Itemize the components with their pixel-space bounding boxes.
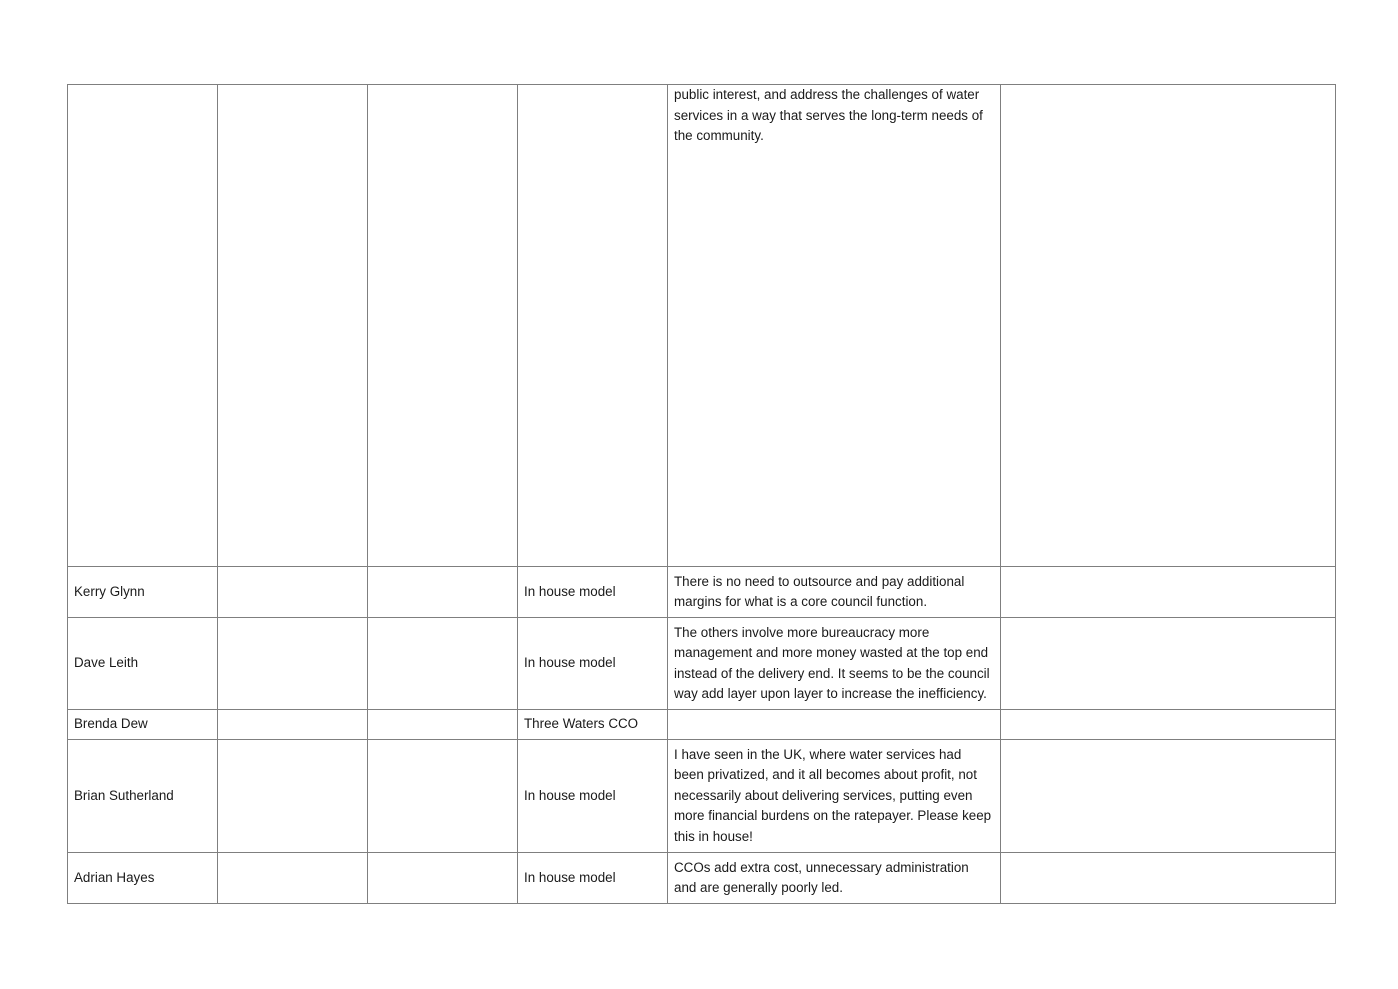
empty-cell	[368, 853, 518, 904]
preferred-option-cell: In house model	[518, 567, 668, 618]
empty-cell	[218, 85, 368, 567]
empty-cell	[218, 567, 368, 618]
submitter-name-cell: Dave Leith	[68, 618, 218, 710]
empty-cell	[1001, 740, 1336, 853]
empty-cell	[1001, 85, 1336, 567]
empty-cell	[368, 85, 518, 567]
comment-cell	[668, 710, 1001, 740]
empty-cell	[218, 710, 368, 740]
submitter-name-cell: Brian Sutherland	[68, 740, 218, 853]
preferred-option-cell: In house model	[518, 618, 668, 710]
empty-cell	[368, 618, 518, 710]
empty-cell	[1001, 567, 1336, 618]
empty-cell	[368, 567, 518, 618]
submitter-name-cell: Adrian Hayes	[68, 853, 218, 904]
submitter-name-cell: Brenda Dew	[68, 710, 218, 740]
submissions-table	[67, 84, 1336, 904]
preferred-option-cell: In house model	[518, 853, 668, 904]
table-row	[68, 618, 1336, 710]
preferred-option-cell: In house model	[518, 740, 668, 853]
table-row	[68, 740, 1336, 853]
submitter-name-cell: Kerry Glynn	[68, 567, 218, 618]
empty-cell	[1001, 710, 1336, 740]
empty-cell	[368, 740, 518, 853]
table-row	[68, 710, 1336, 740]
submitter-name-cell	[68, 85, 218, 567]
empty-cell	[218, 853, 368, 904]
table-row	[68, 853, 1336, 904]
comment-cell: public interest, and address the challenges of water services in a way that serves the long-term needs of the community.	[668, 85, 1001, 567]
empty-cell	[1001, 853, 1336, 904]
comment-cell: There is no need to outsource and pay additional margins for what is a core council function.	[668, 567, 1001, 618]
empty-cell	[1001, 618, 1336, 710]
comment-cell: The others involve more bureaucracy more management and more money wasted at the top end instead of the delivery end. It seems to be the council way add layer upon layer to increase the inefficiency.	[668, 618, 1001, 710]
empty-cell	[368, 710, 518, 740]
preferred-option-cell	[518, 85, 668, 567]
comment-cell: I have seen in the UK, where water services had been privatized, and it all becomes about profit, not necessarily about delivering services, putting even more financial burdens on the ratepayer. Please keep this in house!	[668, 740, 1001, 853]
empty-cell	[218, 618, 368, 710]
preferred-option-cell: Three Waters CCO	[518, 710, 668, 740]
table-row	[68, 85, 1336, 567]
empty-cell	[218, 740, 368, 853]
table-row	[68, 567, 1336, 618]
comment-cell: CCOs add extra cost, unnecessary administration and are generally poorly led.	[668, 853, 1001, 904]
